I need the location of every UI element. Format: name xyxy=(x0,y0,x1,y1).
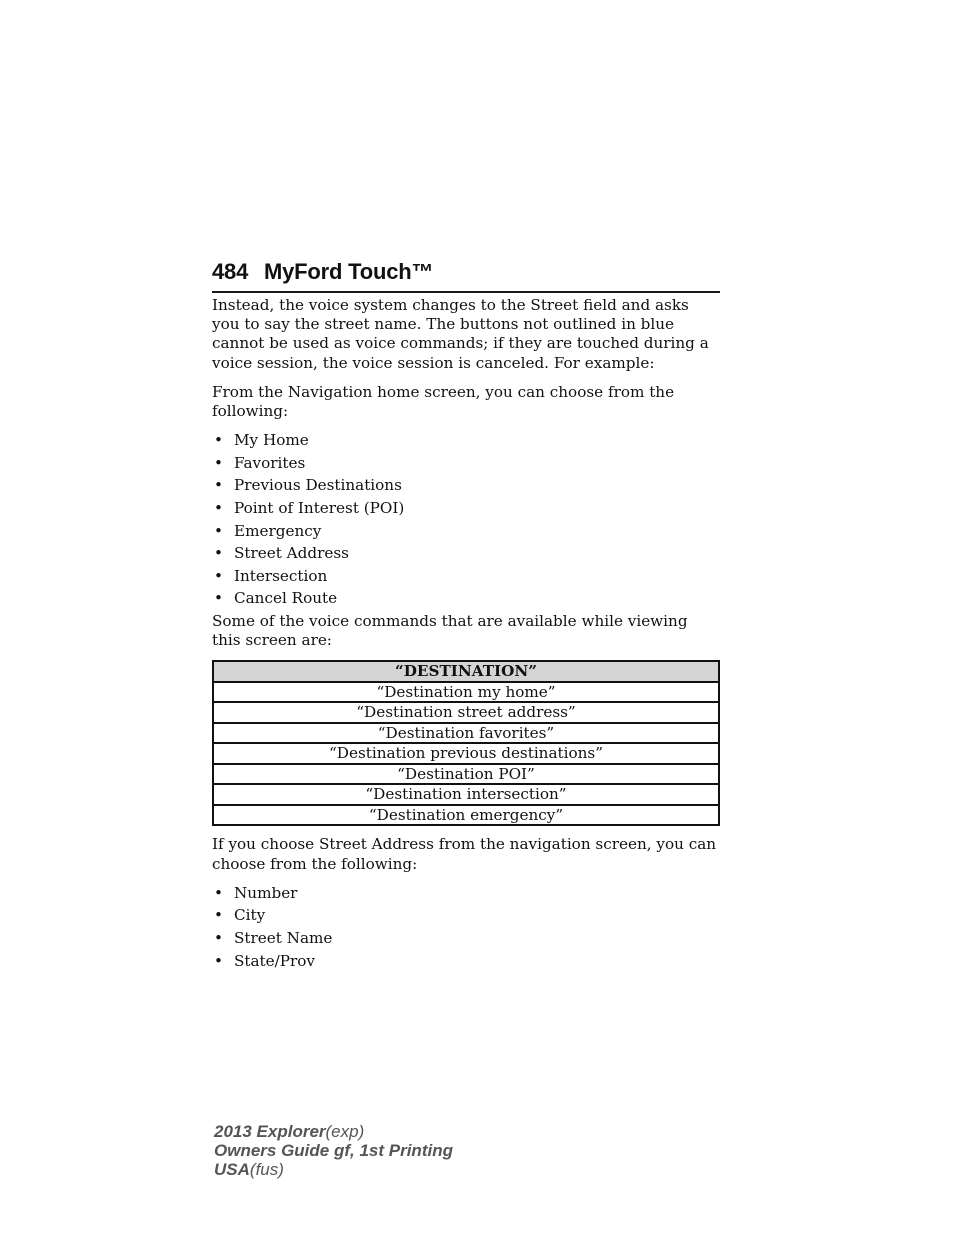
table-cell: “Destination emergency” xyxy=(213,805,719,826)
navigation-home-paragraph: From the Navigation home screen, you can choose from the following: xyxy=(212,382,675,421)
table-header-cell: “DESTINATION” xyxy=(213,661,719,682)
table-row xyxy=(213,805,719,826)
footer-line xyxy=(214,1122,453,1141)
bullet-icon: • xyxy=(214,906,223,925)
list-item xyxy=(212,476,720,495)
bullet-icon: • xyxy=(214,883,223,902)
table-row xyxy=(213,723,719,744)
list-item xyxy=(212,454,720,473)
table-cell: “Destination favorites” xyxy=(213,723,719,744)
table-cell: “Destination intersection” xyxy=(213,784,719,805)
table-row xyxy=(213,702,719,723)
list-item-text: Point of Interest (POI) xyxy=(234,499,405,517)
table-row xyxy=(213,784,719,805)
page-title: MyFord Touch™ xyxy=(264,259,434,284)
bullet-icon: • xyxy=(214,521,223,540)
list-item-text: City xyxy=(234,906,266,925)
table-row xyxy=(213,743,719,764)
table-row xyxy=(213,682,719,703)
footer-line xyxy=(214,1160,453,1179)
page-header xyxy=(212,257,720,293)
list-item xyxy=(212,929,720,948)
list-item-text: Emergency xyxy=(234,521,322,540)
list-item-text: Previous Destinations xyxy=(234,476,402,495)
street-address-options-list xyxy=(212,884,720,971)
list-item xyxy=(212,952,720,971)
navigation-options-list xyxy=(212,431,720,608)
footer-model: 2013 Explorer xyxy=(214,1122,326,1141)
footer-model-code: (exp) xyxy=(325,1122,365,1141)
intro-paragraph: Instead, the voice system changes to the Street field and asks you to say the street name. The buttons not outlined in blue cannot be used as voice commands; if they are touched during a voice session, the voice session is canceled. For example: xyxy=(212,296,709,372)
bullet-icon: • xyxy=(214,476,223,495)
bullet-icon: • xyxy=(214,431,223,450)
bullet-icon: • xyxy=(214,453,223,472)
list-item xyxy=(212,906,720,925)
bullet-icon: • xyxy=(214,589,223,608)
list-item-text: Number xyxy=(234,883,298,902)
list-item-text: Favorites xyxy=(234,453,306,472)
voice-commands-paragraph: Some of the voice commands that are available while viewing this screen are: xyxy=(212,611,688,650)
footer-edition: Owners Guide gf, 1st Printing xyxy=(214,1141,453,1160)
bullet-icon: • xyxy=(214,544,223,563)
table-cell: “Destination POI” xyxy=(213,764,719,785)
list-item-text: Street Name xyxy=(234,928,333,947)
footer-line xyxy=(214,1141,453,1160)
list-item-text: State/Prov xyxy=(234,951,315,970)
street-address-paragraph: If you choose Street Address from the navigation screen, you can choose from the following: xyxy=(212,835,717,873)
page-content xyxy=(212,296,720,974)
table-cell: “Destination my home” xyxy=(213,682,719,703)
print-footer xyxy=(214,1122,453,1179)
table-cell: “Destination street address” xyxy=(213,702,719,723)
bullet-icon: • xyxy=(214,499,223,517)
list-item xyxy=(212,567,720,586)
list-item-text: My Home xyxy=(234,431,309,450)
list-item xyxy=(212,499,720,518)
list-item xyxy=(212,544,720,563)
page-number: 484 xyxy=(212,259,249,284)
list-item xyxy=(212,431,720,450)
bullet-icon: • xyxy=(214,928,223,947)
bullet-icon: • xyxy=(214,951,223,970)
list-item xyxy=(212,884,720,903)
footer-market-code: (fus) xyxy=(249,1160,284,1179)
list-item-text: Cancel Route xyxy=(234,589,338,608)
list-item xyxy=(212,522,720,541)
bullet-icon: • xyxy=(214,566,223,585)
list-item-text: Intersection xyxy=(234,566,328,585)
voice-commands-table xyxy=(212,660,720,826)
table-header-row xyxy=(213,661,719,682)
table-cell: “Destination previous destinations” xyxy=(213,743,719,764)
table-row xyxy=(213,764,719,785)
list-item-text: Street Address xyxy=(234,544,349,563)
list-item xyxy=(212,589,720,608)
footer-market: USA xyxy=(214,1160,250,1179)
